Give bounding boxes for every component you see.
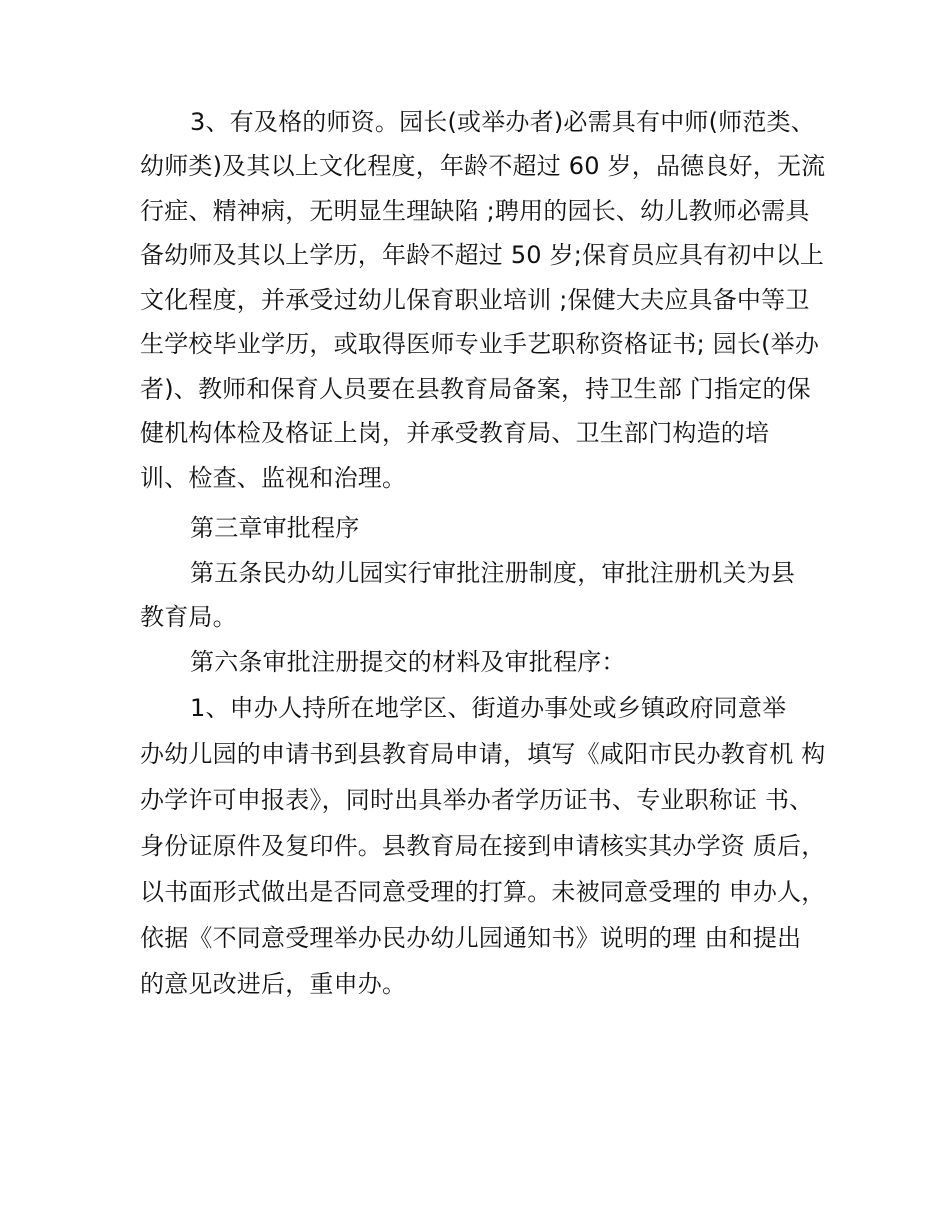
chapter-heading: 第三章审批程序 (190, 514, 360, 542)
text-line-2: 幼师类)及其以上文化程度，年龄不超过 60 岁，品德良好，无流 (140, 152, 826, 180)
text-line-13: 第六条审批注册提交的材料及审批程序： (190, 648, 626, 676)
text-line-16: 办学许可申报表》，同时出具举办者学历证书、专业职称证 书、 (140, 786, 814, 814)
text-line-11: 第五条民办幼儿园实行审批注册制度，审批注册机关为县 (190, 559, 795, 587)
text-line-8: 健机构体检及格证上岗，并承受教育局、卫生部门构造的培 (140, 419, 770, 447)
text-line-19: 依据《不同意受理举办民办幼儿园通知书》说明的理 由和提出 (140, 924, 802, 952)
text-line-7: 者)、教师和保育人员要在县教育局备案，持卫生部 门指定的保 (140, 375, 811, 403)
text-line-18: 以书面形式做出是否同意受理的打算。未被同意受理的 申办人， (140, 878, 826, 906)
text-line-6: 生学校毕业学历，或取得医师专业手艺职称资格证书; 园长(举办 (140, 330, 820, 358)
text-line-1: 3、有及格的师资。园长(或举办者)必需具有中师(师范类、 (190, 108, 815, 136)
text-line-15: 办幼儿园的申请书到县教育局申请，填写《咸阳市民办教育机 构 (140, 740, 826, 768)
text-line-17: 身份证原件及复印件。县教育局在接到申请核实其办学资 质后， (140, 832, 826, 860)
text-line-14: 1、申办人持所在地学区、街道办事处或乡镇政府同意举 (190, 694, 787, 722)
text-line-4: 备幼师及其以上学历，年龄不超过 50 岁;保育员应具有初中以上 (140, 241, 825, 269)
text-line-20: 的意见改进后，重申办。 (140, 970, 407, 998)
text-line-3: 行症、精神病，无明显生理缺陷 ;聘用的园长、幼儿教师必需具 (140, 197, 810, 225)
text-line-5: 文化程度，并承受过幼儿保育职业培训 ;保健大夫应具备中等卫 (140, 286, 810, 314)
text-line-12: 教育局。 (140, 603, 237, 631)
text-line-9: 训、检查、监视和治理。 (140, 464, 407, 492)
